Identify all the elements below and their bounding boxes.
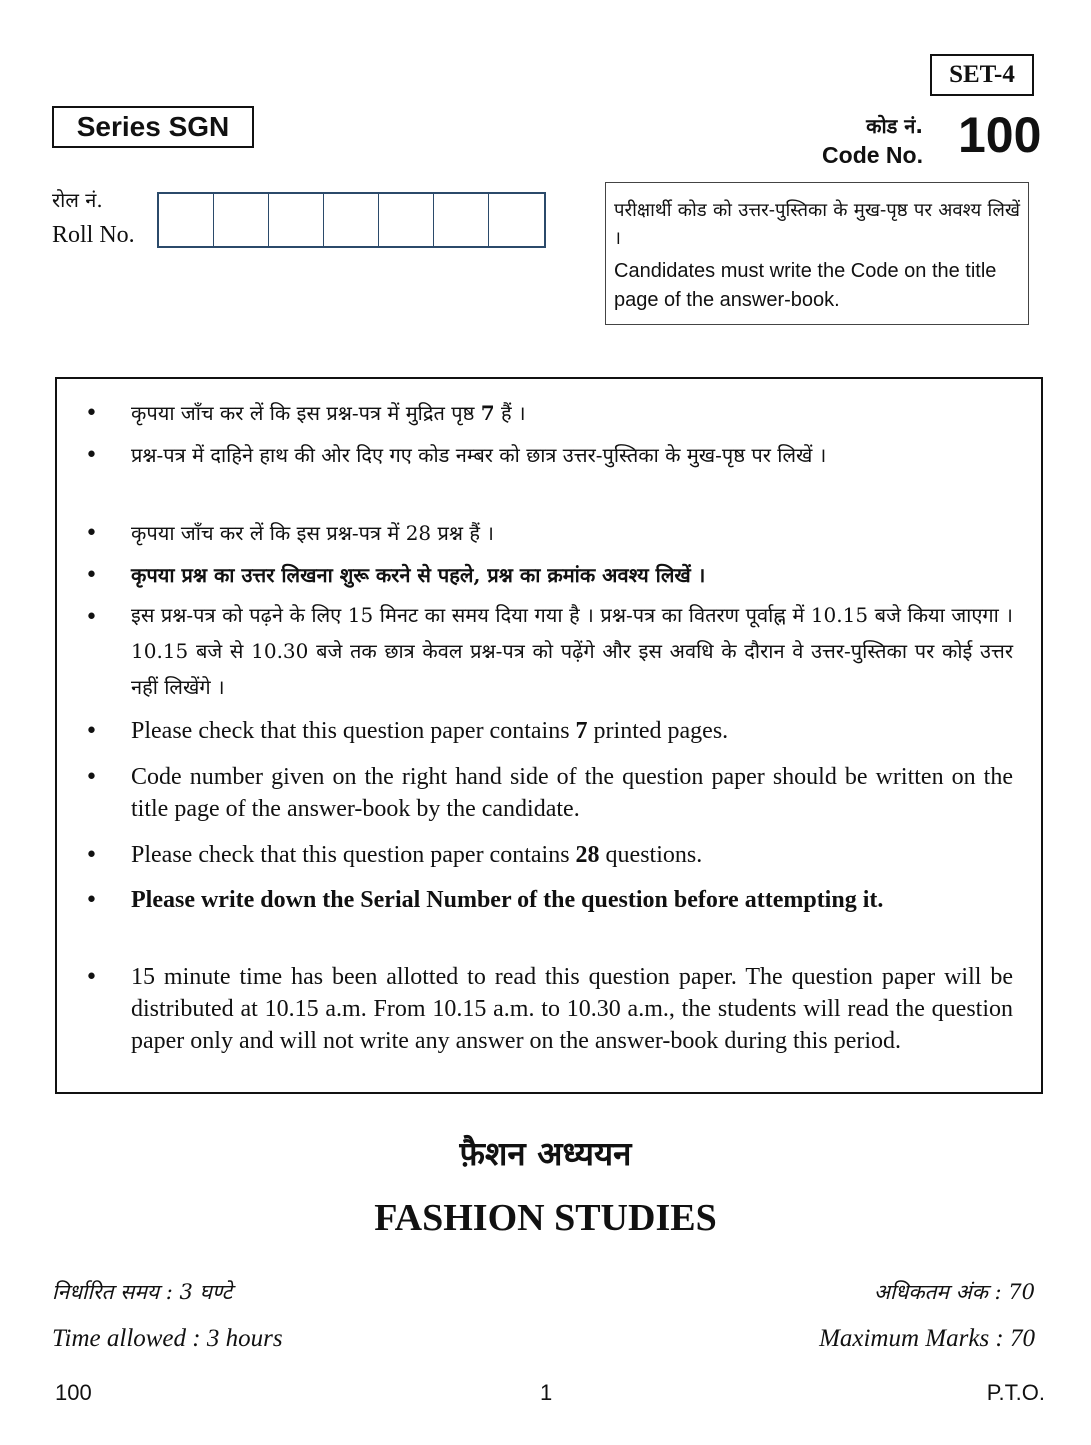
roll-digit-box[interactable] bbox=[269, 194, 324, 246]
footer-code: 100 bbox=[55, 1380, 92, 1405]
set-label: SET-4 bbox=[930, 54, 1034, 96]
roll-digit-box[interactable] bbox=[214, 194, 269, 246]
pto-label: P.T.O. bbox=[986, 1380, 1045, 1405]
instruction-hi-time: इस प्रश्न-पत्र को पढ़ने के लिए 15 मिनट का समय दिया गया है । प्रश्न-पत्र का वितरण पूर्वाह्न में 10.15 बजे किया जाएगा । 10.15 बजे से 10.30 बजे तक छात्र केवल प्रश्न-पत्र को पढ़ेंगे और इस अवधि के दौरान वे उत्तर-पुस्तिका पर कोई उत्तर नहीं लिखेंगे । bbox=[131, 603, 1013, 699]
max-marks-hindi: अधिकतम अंक : 70 bbox=[873, 1280, 1035, 1304]
bullet-icon: • bbox=[85, 765, 98, 790]
roll-number-boxes bbox=[157, 192, 546, 248]
code-label-english: Code No. bbox=[822, 142, 923, 168]
instruction-hi-serial: कृपया प्रश्न का उत्तर लिखना शुरू करने से पहले, प्रश्न का क्रमांक अवश्य लिखें । bbox=[131, 563, 706, 587]
instruction-en-pages: Please check that this question paper contains 7 printed pages. bbox=[131, 718, 729, 744]
code-note-hindi: परीक्षार्थी कोड को उत्तर-पुस्तिका के मुख-पृष्ठ पर अवश्य लिखें । bbox=[614, 200, 1020, 249]
instruction-en-time: 15 minute time has been allotted to read this question paper. The question paper will be distributed at 10.15 a.m. From 10.15 a.m. to 10.30 a.m., the students will read the question paper only and will not write any answer on the answer-book during this period. bbox=[131, 964, 1013, 1054]
roll-label-hindi: रोल नं. bbox=[52, 188, 103, 212]
bullet-icon: • bbox=[85, 443, 98, 468]
code-note-box bbox=[605, 182, 1029, 325]
roll-digit-box[interactable] bbox=[434, 194, 489, 246]
instruction-en-code: Code number given on the right hand side of the question paper should be written on the title page of the answer-book by the candidate. bbox=[131, 764, 1013, 822]
page-number: 1 bbox=[540, 1380, 553, 1405]
instruction-en-serial: Please write down the Serial Number of the question before attempting it. bbox=[131, 887, 884, 913]
time-allowed-english: Time allowed : 3 hours bbox=[52, 1325, 283, 1352]
roll-label-english: Roll No. bbox=[52, 222, 135, 248]
code-number: 100 bbox=[958, 107, 1042, 163]
bullet-icon: • bbox=[85, 843, 98, 868]
instruction-hi-questions: कृपया जाँच कर लें कि इस प्रश्न-पत्र में 28 प्रश्न हैं । bbox=[131, 521, 494, 545]
subject-title-hindi: फ़ैशन अध्ययन bbox=[459, 1134, 632, 1173]
bullet-icon: • bbox=[85, 605, 98, 630]
bullet-icon: • bbox=[85, 563, 98, 588]
bullet-icon: • bbox=[85, 521, 98, 546]
series-label: Series SGN bbox=[52, 106, 254, 148]
instruction-hi-code: प्रश्न-पत्र में दाहिने हाथ की ओर दिए गए कोड नम्बर को छात्र उत्तर-पुस्तिका के मुख-पृष्ठ पर लिखें । bbox=[131, 443, 827, 467]
code-note-english: Candidates must write the Code on the title page of the answer-book. bbox=[614, 260, 997, 311]
roll-digit-box[interactable] bbox=[379, 194, 434, 246]
bullet-icon: • bbox=[85, 965, 98, 990]
roll-digit-box[interactable] bbox=[324, 194, 379, 246]
code-label-hindi: कोड नं. bbox=[866, 114, 923, 138]
time-allowed-hindi: निर्धारित समय : 3 घण्टे bbox=[52, 1280, 233, 1304]
bullet-icon: • bbox=[85, 719, 98, 744]
roll-digit-box[interactable] bbox=[159, 194, 214, 246]
instruction-en-questions: Please check that this question paper contains 28 questions. bbox=[131, 842, 703, 868]
instruction-hi-pages: कृपया जाँच कर लें कि इस प्रश्न-पत्र में मुद्रित पृष्ठ 7 हैं । bbox=[131, 401, 526, 425]
roll-digit-box[interactable] bbox=[489, 194, 544, 246]
subject-title-english: FASHION STUDIES bbox=[374, 1197, 717, 1239]
max-marks-english: Maximum Marks : 70 bbox=[819, 1325, 1035, 1352]
bullet-icon: • bbox=[85, 401, 98, 426]
bullet-icon: • bbox=[85, 888, 98, 913]
instructions-box bbox=[55, 377, 1043, 1094]
